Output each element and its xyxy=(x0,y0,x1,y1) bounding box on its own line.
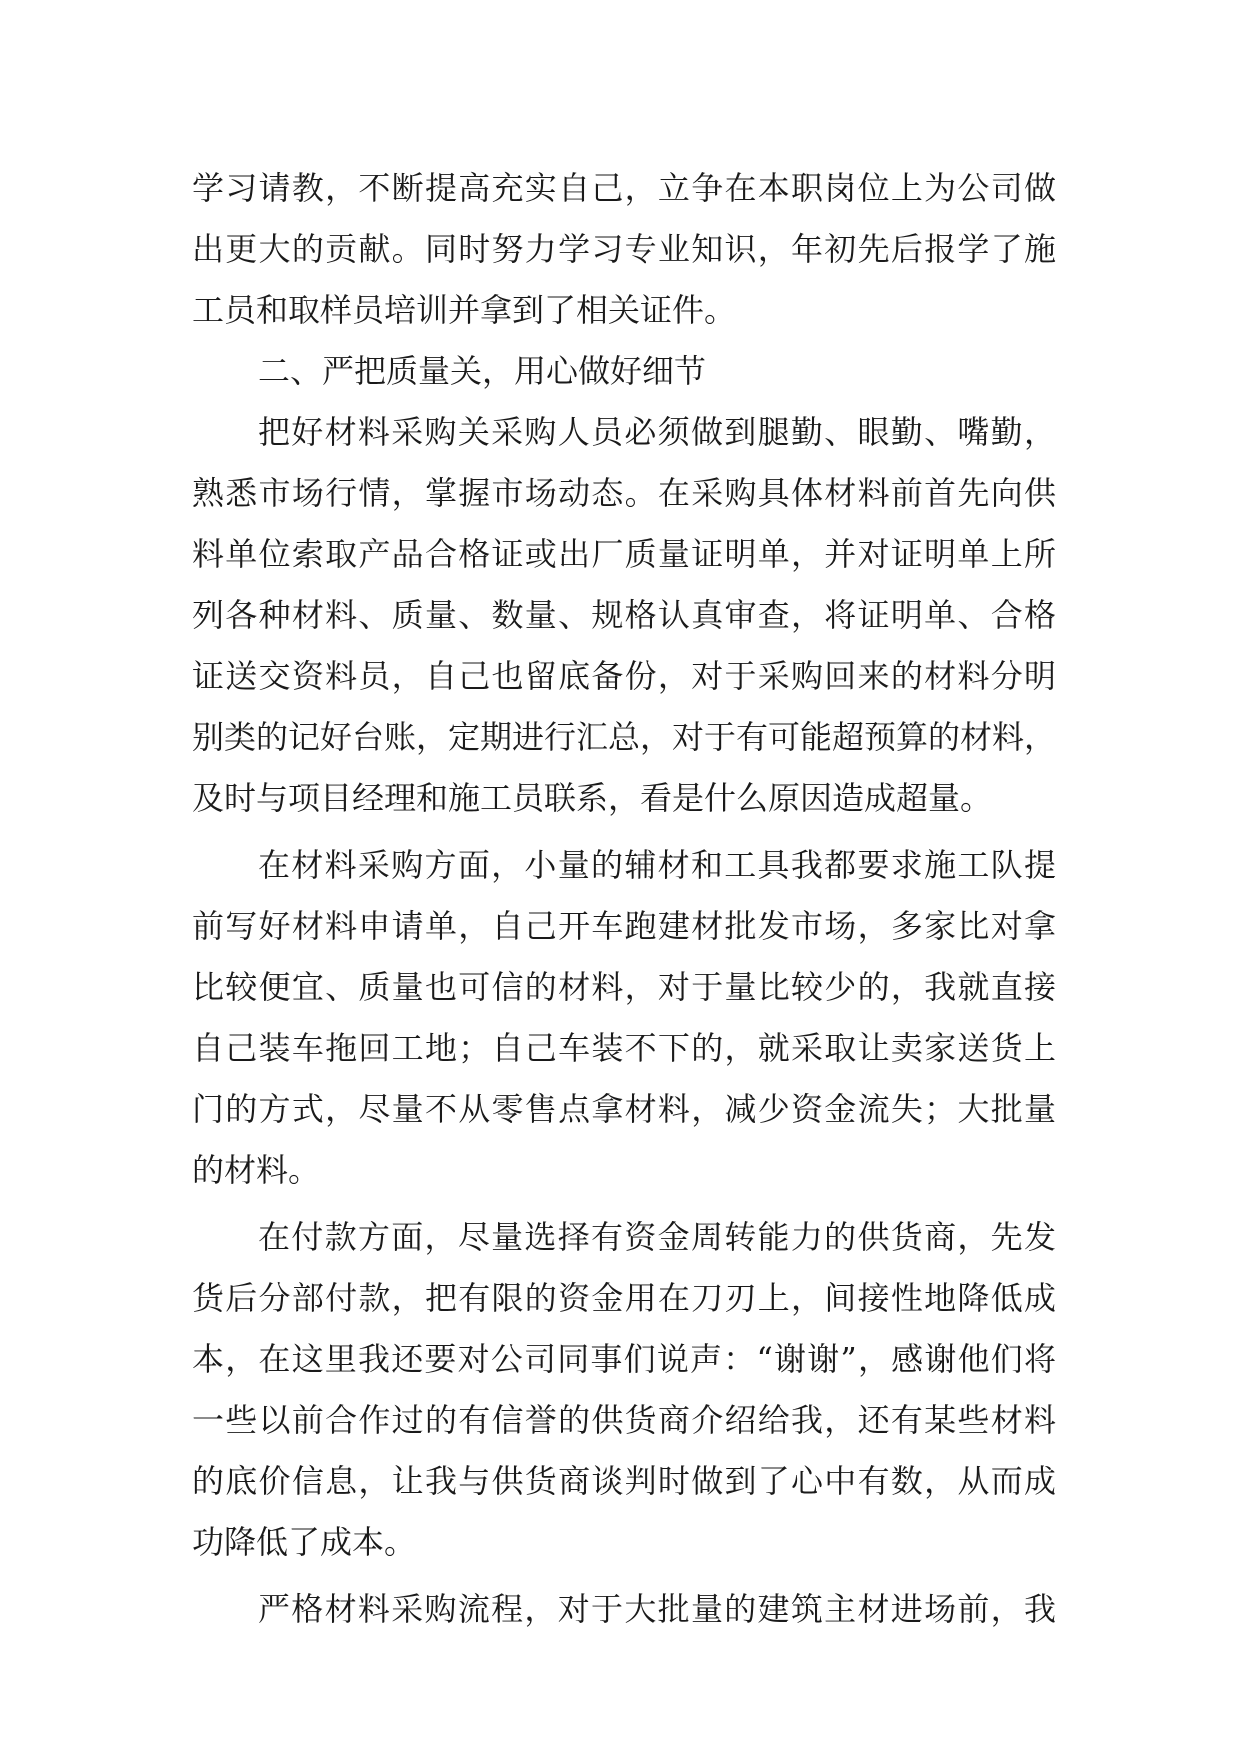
text-line: 前写好材料申请单，自己开车跑建材批发市场，多家比对拿 xyxy=(192,907,1056,945)
text-line: 出更大的贡献。同时努力学习专业知识，年初先后报学了施 xyxy=(192,230,1056,268)
section-heading xyxy=(192,341,1056,402)
paragraph-material-procurement xyxy=(192,402,1056,829)
text-line: 把好材料采购关采购人员必须做到腿勤、眼勤、嘴勤， xyxy=(258,413,1056,451)
text-line: 比较便宜、质量也可信的材料，对于量比较少的，我就直接 xyxy=(192,968,1056,1006)
paragraph-intro-end xyxy=(192,158,1056,341)
text-line: 本，在这里我还要对公司同事们说声：“谢谢”，感谢他们将 xyxy=(192,1340,1056,1378)
text-line: 在付款方面，尽量选择有资金周转能力的供货商，先发 xyxy=(258,1218,1056,1256)
paragraph-payment xyxy=(192,1207,1056,1573)
text-line: 列各种材料、质量、数量、规格认真审查，将证明单、合格 xyxy=(192,596,1056,634)
text-line: 的底价信息，让我与供货商谈判时做到了心中有数，从而成 xyxy=(192,1462,1056,1500)
paragraph-purchasing xyxy=(192,835,1056,1201)
text-line: 在材料采购方面，小量的辅材和工具我都要求施工队提 xyxy=(258,846,1056,884)
text-line: 自己装车拖回工地；自己车装不下的，就采取让卖家送货上 xyxy=(192,1029,1056,1067)
text-line: 功降低了成本。 xyxy=(192,1523,417,1561)
text-line: 别类的记好台账，定期进行汇总，对于有可能超预算的材料， xyxy=(192,718,1057,756)
text-line: 工员和取样员培训并拿到了相关证件。 xyxy=(192,291,737,329)
text-line: 一些以前合作过的有信誉的供货商介绍给我，还有某些材料 xyxy=(192,1401,1056,1439)
text-line: 料单位索取产品合格证或出厂质量证明单，并对证明单上所 xyxy=(192,535,1056,573)
text-line: 证送交资料员，自己也留底备份，对于采购回来的材料分明 xyxy=(192,657,1056,695)
text-line: 熟悉市场行情，掌握市场动态。在采购具体材料前首先向供 xyxy=(192,474,1056,512)
text-line: 及时与项目经理和施工员联系，看是什么原因造成超量。 xyxy=(192,779,993,817)
paragraph-procurement-process xyxy=(192,1579,1056,1640)
text-line: 严格材料采购流程，对于大批量的建筑主材进场前，我 xyxy=(258,1590,1056,1628)
text-line: 门的方式，尽量不从零售点拿材料，减少资金流失；大批量 xyxy=(192,1090,1056,1128)
section-heading-text: 二、严把质量关，用心做好细节 xyxy=(258,352,707,390)
document-page xyxy=(192,158,1056,1640)
text-line: 货后分部付款，把有限的资金用在刀刃上，间接性地降低成 xyxy=(192,1279,1056,1317)
text-line: 的材料。 xyxy=(192,1151,321,1189)
text-line: 学习请教，不断提高充实自己，立争在本职岗位上为公司做 xyxy=(192,169,1056,207)
